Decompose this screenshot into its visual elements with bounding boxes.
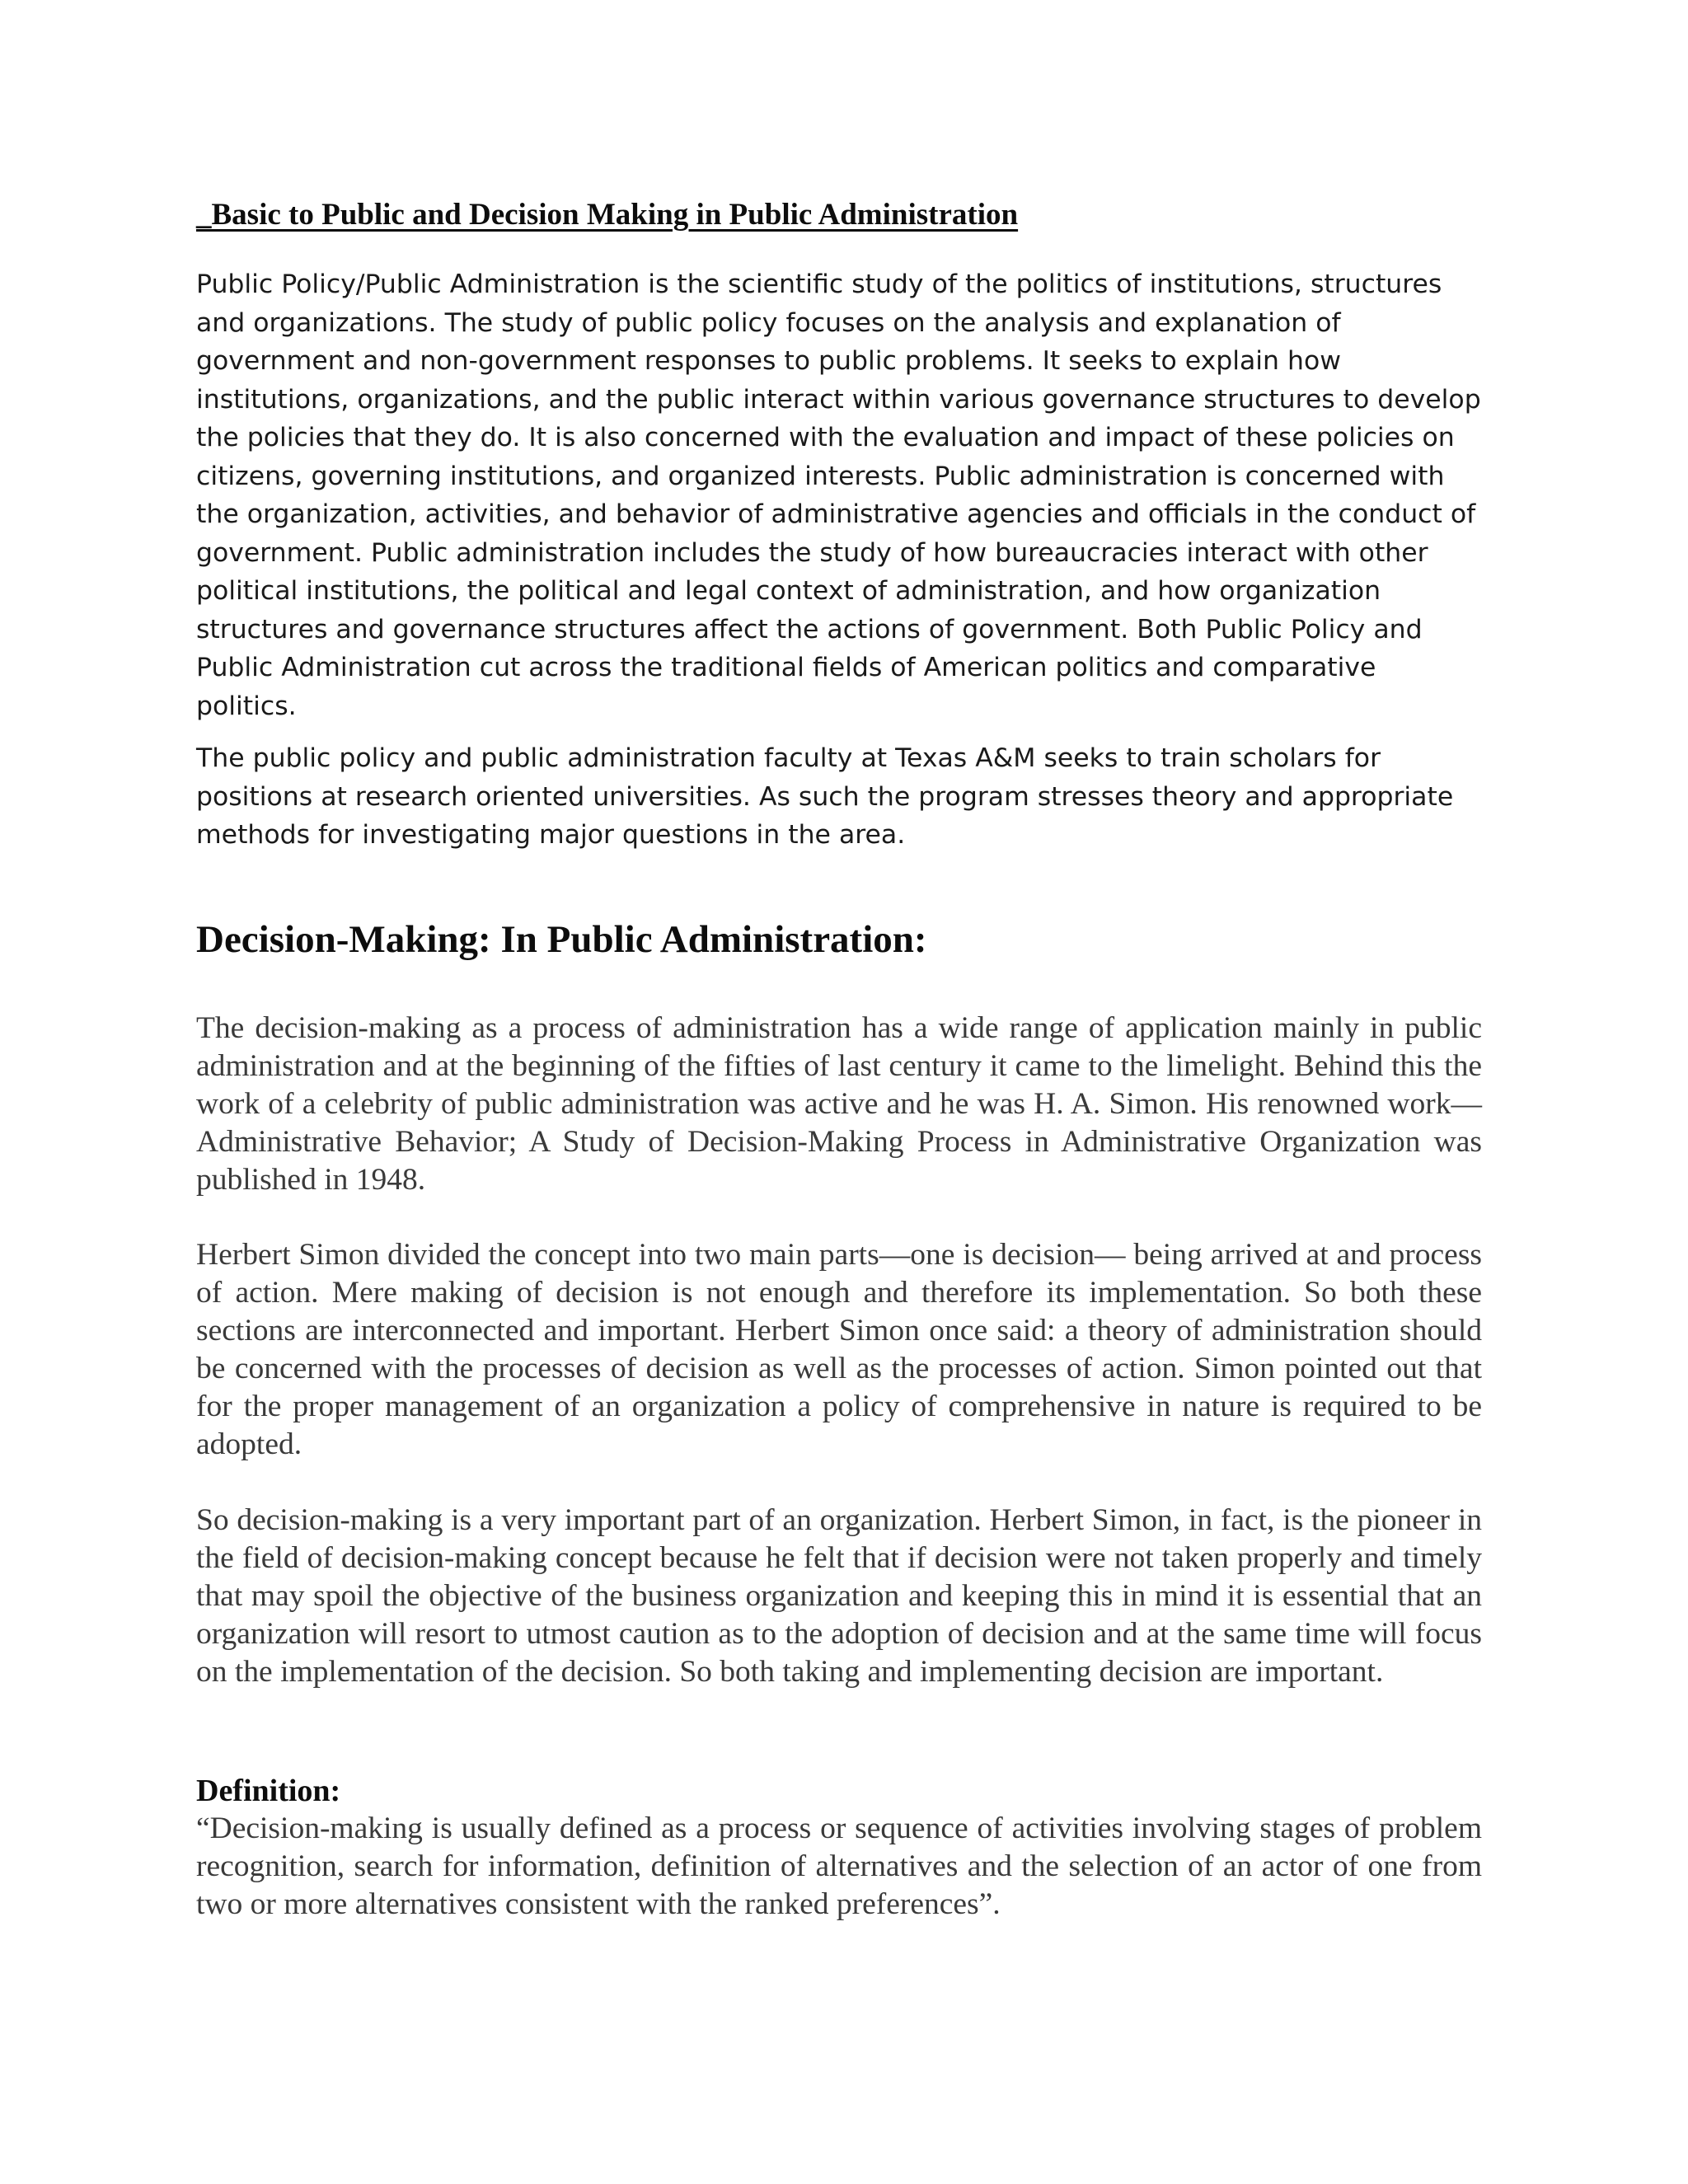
section-paragraph-2: Herbert Simon divided the concept into two main parts—one is decision— being arrived at and process of action. Mere making of decision is not enough and therefore its implementation. So both these sections are interconnected and important. Herbert Simon once said: a theory of administration should be concerned with the processes of decision as well as the processes of action. Simon pointed out that for the proper management of an organization a policy of comprehensive in nature is required to be adopted.: [196, 1238, 1482, 1461]
document-title: _Basic to Public and Decision Making in Public Administration: [196, 198, 1019, 232]
intro-paragraph-2: The public policy and public administration faculty at Texas A&M seeks to train scholars for positions at research oriented universities. As such the program stresses theory and appropriate methods for investigating major questions in the area.: [196, 743, 1454, 850]
section-paragraph-1: The decision-making as a process of administration has a wide range of application mainly in public administration and at the beginning of the fifties of last century it came to the limelight. Behind this the work of a celebrity of public administration was active and he was H. A. Simon. His renowned work—Administrative Behavior; A Study of Decision-Making Process in Administrative Organization was published in 1948.: [196, 1011, 1482, 1197]
section-paragraph-3: So decision-making is a very important part of an organization. Herbert Simon, in fact, is the pioneer in the field of decision-making concept because he felt that if decision were not taken properly and timely that may spoil the objective of the business organization and keeping this in mind it is essential that an organization will resort to utmost caution as to the adoption of decision and at the same time will focus on the implementation of the decision. So both taking and implementing decision are important.: [196, 1503, 1482, 1689]
definition-heading: Definition:: [196, 1774, 341, 1808]
section-heading: Decision-Making: In Public Administration:: [196, 918, 927, 961]
intro-paragraph-1: Public Policy/Public Administration is the scientific study of the politics of institutions, structures and organizations. The study of public policy focuses on the analysis and explanation of government and non-government responses to public problems. It seeks to explain how institutions, organizations, and the public interact within various governance structures to develop the policies that they do. It is also concerned with the evaluation and impact of these policies on citizens, governing institutions, and organized interests. Public administration is concerned with the organization, activities, and behavior of administrative agencies and officials in the conduct of government. Public administration includes the study of how bureaucracies interact with other political institutions, the political and legal context of administration, and how organization structures and governance structures affect the actions of government. Both Public Policy and Public Administration cut across the traditional fields of American politics and comparative politics.: [196, 269, 1481, 721]
definition-text: “Decision-making is usually defined as a process or sequence of activities involving stages of problem recognition, search for information, definition of alternatives and the selection of an actor of one from two or more alternatives consistent with the ranked preferences”.: [196, 1811, 1482, 1921]
